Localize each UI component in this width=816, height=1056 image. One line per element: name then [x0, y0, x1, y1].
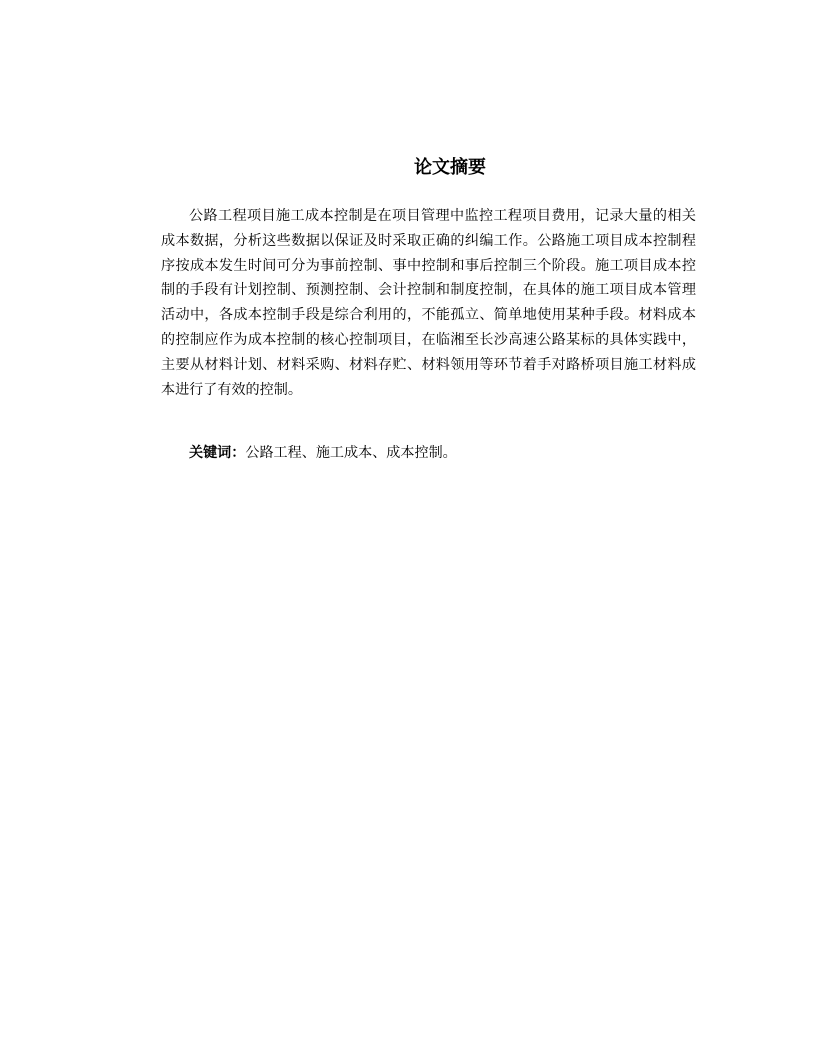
- abstract-paragraph: 公路工程项目施工成本控制是在项目管理中监控工程项目费用，记录大量的相关成本数据，分析这些数据以保证及时采取正确的纠编工作。公路施工项目成本控制程序按成本发生时间可分为事前控制、事中控制和事后控制三个阶段。施工项目成本控制的手段有计划控制、预测控制、会计控制和制度控制，在具体的施工项目成本管理活动中，各成本控制手段是综合利用的，不能孤立、简单地使用某种手段。材料成本的控制应作为成本控制的核心控制项目，在临湘至长沙高速公路某标的具体实践中，主要从材料计划、材料采购、材料存贮、材料领用等环节着手对路桥项目施工材料成本进行了有效的控制。: [161, 208, 696, 398]
- page-title: 论文摘要: [414, 157, 486, 178]
- keywords-label: 关键词：: [189, 445, 246, 461]
- keywords-line: [161, 441, 696, 465]
- keywords-text: 公路工程、施工成本、成本控制。: [245, 445, 457, 461]
